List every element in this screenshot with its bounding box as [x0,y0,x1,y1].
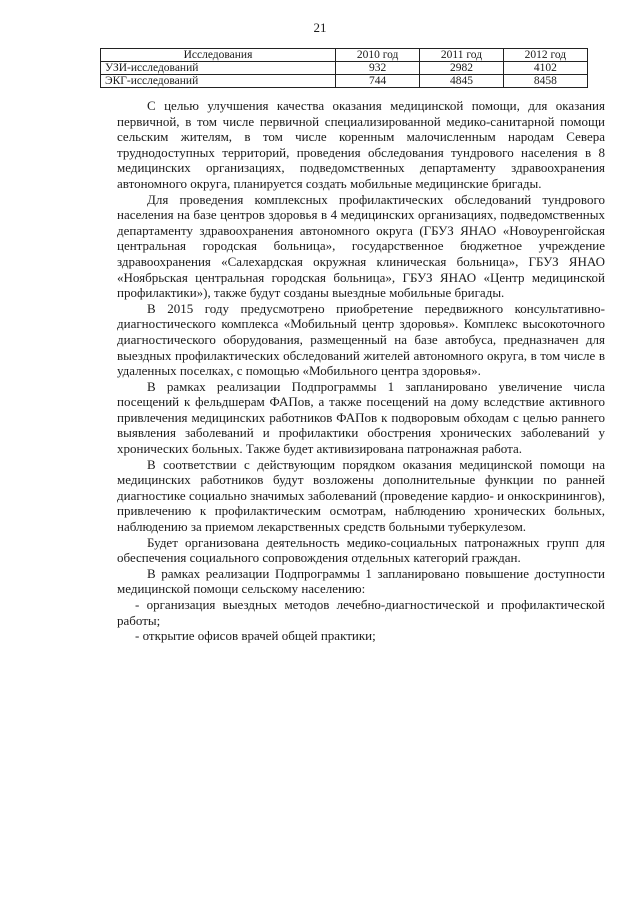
table-header-cell: 2011 год [420,49,504,62]
paragraph: Будет организована деятельность медико-социальных патронажных групп для обеспечения социального сопровождения отдельных категорий граждан. [117,534,605,566]
table-cell: 2982 [420,62,504,75]
table-cell: ЭКГ-исследований [101,75,336,88]
table-header-cell: Исследования [101,49,336,62]
table-cell: 932 [336,62,420,75]
list-item: - открытие офисов врачей общей практики; [135,628,376,644]
table-cell: 744 [336,75,420,88]
paragraph: В 2015 году предусмотрено приобретение передвижного консультативно-диагностического комплекса «Мобильный центр здоровья». Комплекс высокоточного диагностического оборудования, размещенный на базе автобуса, предназначен для выездных профилактических обследований жителей автономного округа, в том числе в удаленных поселках, с помощью «Мобильного центра здоровья». [117,300,605,379]
table-cell: 8458 [503,75,587,88]
table-cell: 4845 [420,75,504,88]
table-header-row [101,49,588,62]
paragraph: Для проведения комплексных профилактических обследований тундрового населения на базе центров здоровья в 4 медицинских организациях, подведомственных департаменту здравоохранения автономного округа (ГБУЗ ЯНАО «Новоуренгойская центральная городская больница», государственное бюджетное учреждение здравоохранения «Салехардская окружная клиническая больница», ГБУЗ ЯНАО «Ноябрьская центральная городская больница», ГБУЗ ЯНАО «Центр медицинской профилактики»), также будут созданы выездные мобильные бригады. [117,191,605,301]
table-header-cell: 2012 год [503,49,587,62]
table-row [101,62,588,75]
table-row [101,75,588,88]
table-cell: 4102 [503,62,587,75]
table-cell: УЗИ-исследований [101,62,336,75]
paragraph: В соответствии с действующим порядком оказания медицинской помощи на медицинских работников будут возложены дополнительные функции по ранней диагностике социально значимых заболеваний (проведение кардио- и онкоскринингов), привлечению к профилактическим осмотрам, наблюдению хронических больных, наблюдению за приемом лекарственных средств больными туберкулезом. [117,456,605,535]
list-item: - организация выездных методов лечебно-диагностической и профилактической работы; [117,597,605,628]
statistics-table [100,48,588,88]
page-number: 21 [313,20,327,35]
paragraph: В рамках реализации Подпрограммы 1 запланировано повышение доступности медицинской помощи сельскому населению: [117,565,605,597]
paragraph: В рамках реализации Подпрограммы 1 запланировано увеличение числа посещений к фельдшерам ФАПов, а также посещений на дому вследствие активного привлечения медицинских работников ФАПов к подворовым обходам с целью раннего выявления заболеваний и профилактики обострения хронических заболеваний у хронических больных. Также будет активизирована патронажная работа. [117,378,605,457]
document-body [117,98,605,644]
paragraph: С целью улучшения качества оказания медицинской помощи, для оказания первичной, в том числе первичной специализированной медико-санитарной помощи сельским жителям, в том числе коренным малочисленным народам Севера труднодоступных территорий, проведения обследования тундрового населения в 8 медицинских организациях, подведомственных департаменту здравоохранения автономного округа, планируется создать мобильные медицинские бригады. [117,98,605,191]
table-header-cell: 2010 год [336,49,420,62]
